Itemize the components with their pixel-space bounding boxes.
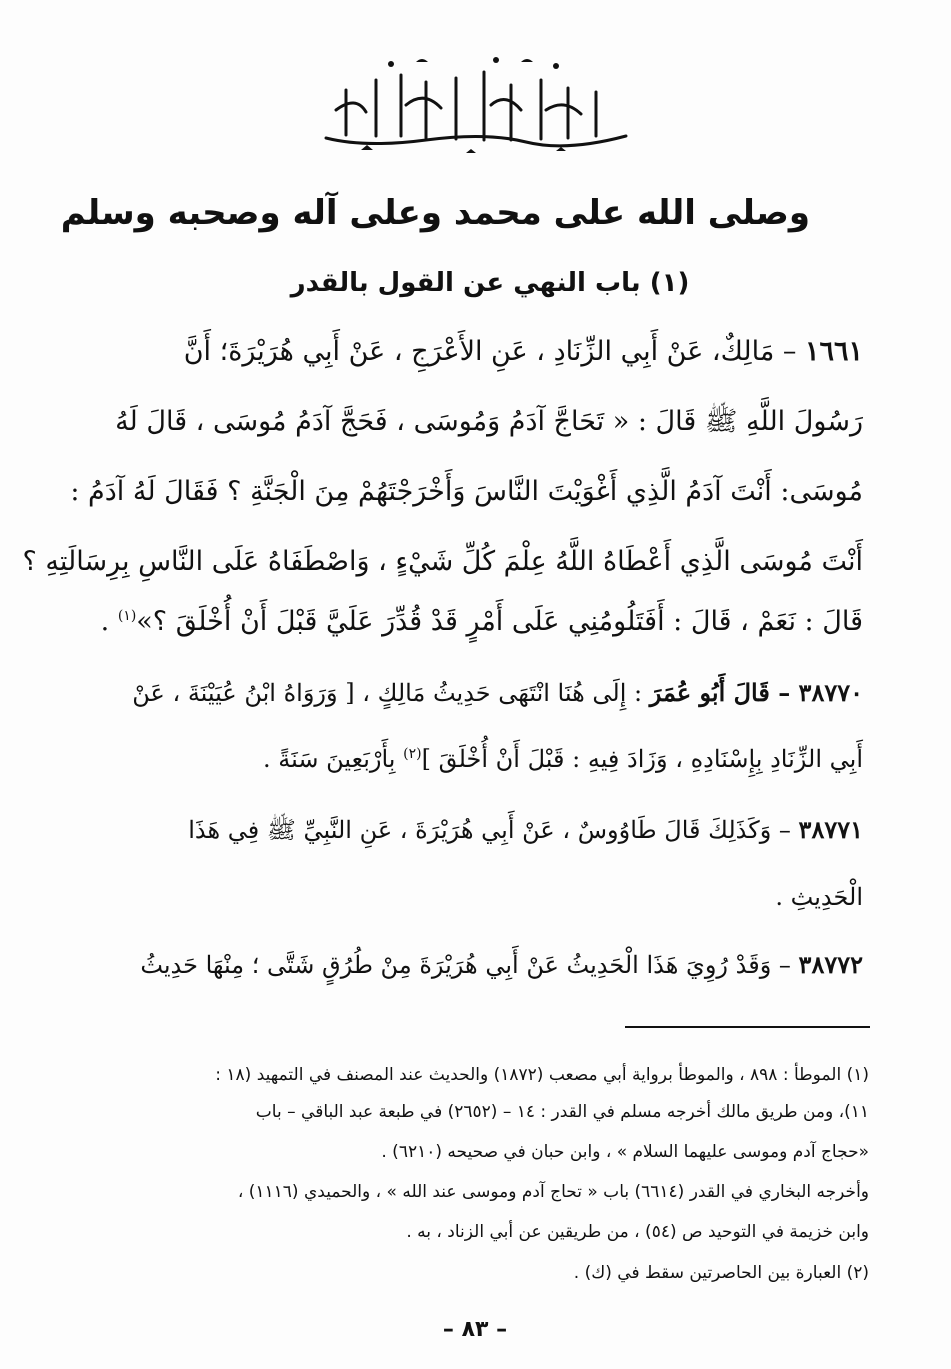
- footnote-1-line-2: ١١)، ومن طريق مالك أخرجه مسلم في القدر : ١٤ – (٢٦٥٢) في طبعة عبد الباقي – باب: [255, 1102, 869, 1122]
- footnote-ref-2[interactable]: (٢): [403, 746, 422, 762]
- footnote-1-line-5: وابن خزيمة في التوحيد ص (٥٤) ، من طريقين عن أبي الزناد ، به .: [406, 1222, 869, 1242]
- text-span: بِأَرْبَعِينَ سَنَةً .: [263, 745, 404, 773]
- footnote-1-line-3: «حجاج آدم وموسى عليهما السلام » ، وابن حبان في صحيحه (٦٢١٠) .: [381, 1142, 869, 1162]
- page-number: – ٨٣ –: [442, 1317, 508, 1342]
- hadith-1661-line-2: رَسُولَ اللَّهِ ﷺ قَالَ : « تَحَاجَّ آدَمُ وَمُوسَى ، فَحَجَّ آدَمُ مُوسَى ، قَالَ لَهُ: [115, 406, 863, 437]
- hadith-1661-line-3: مُوسَى: أَنْتَ آدَمُ الَّذِي أَغْوَيْتَ النَّاسَ وَأَخْرَجْتَهُمْ مِنَ الْجَنَّةِ ؟ فَقَالَ لَهُ آدَمُ :: [70, 476, 863, 507]
- hadith-number: ١٦٦١: [804, 336, 863, 367]
- footnote-ref-1[interactable]: (١): [117, 608, 137, 624]
- text-span: قَالَ : نَعَمْ ، قَالَ : أَفَتَلُومُنِي عَلَى أَمْرٍ قَدْ قُدِّرَ عَلَيَّ قَبْلَ أَنْ أُخْلَقَ ؟»: [136, 606, 863, 637]
- para-38771-line-1: [188, 803, 863, 857]
- salawat-heading: وصلى الله على محمد وعلى آله وصحبه وسلم: [60, 193, 810, 233]
- speaker-name: – قَالَ أَبُو عُمَرَ: [649, 678, 799, 707]
- paragraph-number: ٣٨٧٧١: [798, 815, 863, 844]
- footnote-2-line-1: (٢) العبارة بين الحاصرتين سقط في (ك) .: [573, 1263, 869, 1283]
- chapter-title: (١) باب النهي عن القول بالقدر: [290, 268, 690, 298]
- hadith-1661-line-5: [101, 592, 863, 652]
- text-span: : إِلَى هُنَا انْتَهَى حَدِيثُ مَالِكٍ ، [ وَرَوَاهُ ابْنُ عُيَيْنَةَ ، عَنْ: [132, 679, 650, 707]
- text-span: – مَالِكٌ، عَنْ أَبِي الزِّنَادِ ، عَنِ الأَعْرَجِ ، عَنْ أَبِي هُرَيْرَةَ؛ أَنَّ: [183, 336, 805, 367]
- footnote-divider: [625, 1026, 870, 1028]
- text-span: .: [100, 606, 118, 637]
- basmala-ornament: [0, 50, 951, 160]
- text-span: – وَقَدْ رُوِيَ هَذَا الْحَدِيثُ عَنْ أَبِي هُرَيْرَةَ مِنْ طُرُقٍ شَتَّى ؛ مِنْهَا حَدِيثُ: [140, 951, 799, 979]
- footnote-1-line-4: وأخرجه البخاري في القدر (٦٦١٤) باب « تحاج آدم وموسى عند الله » ، والحميدي (١١١٦) ،: [237, 1182, 869, 1202]
- hadith-1661-line-1: [184, 322, 863, 382]
- paragraph-number: ٣٨٧٧٢: [798, 950, 863, 979]
- hadith-1661-line-4: أَنْتَ مُوسَى الَّذِي أَعْطَاهُ اللَّهُ عِلْمَ كُلِّ شَيْءٍ ، وَاصْطَفَاهُ عَلَى النَّاسِ بِرِسَالَتِهِ ؟: [22, 546, 863, 577]
- text-span: أَبِي الزِّنَادِ بِإِسْنَادِهِ ، وَزَادَ فِيهِ : قَبْلَ أَنْ أُخْلَقَ ]: [421, 745, 863, 773]
- basmala-calligraphy-icon: [306, 50, 646, 160]
- para-38772-line-1: [140, 938, 863, 992]
- text-span: – وَكَذَلِكَ قَالَ طَاوُوسٌ ، عَنْ أَبِي هُرَيْرَةَ ، عَنِ النَّبِيِّ ﷺ فِي هَذَا: [188, 816, 799, 844]
- footnote-1-line-1: (١) الموطأ : ٨٩٨ ، والموطأ برواية أبي مصعب (١٨٧٢) والحديث عند المصنف في التمهيد (١٨ :: [215, 1065, 869, 1085]
- para-38770-line-1: [132, 666, 863, 720]
- paragraph-number: ٣٨٧٧٠: [798, 678, 863, 707]
- para-38770-line-2: [263, 732, 863, 786]
- para-38771-line-2: الْحَدِيثِ .: [775, 883, 863, 911]
